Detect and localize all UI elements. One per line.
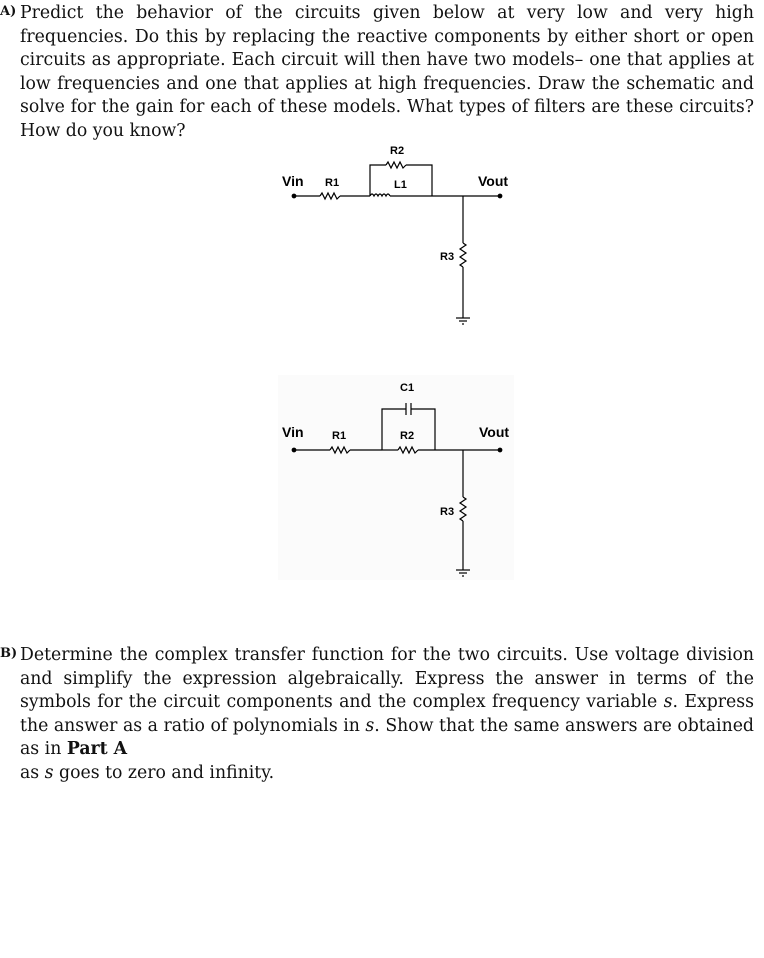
c1-r2-label: R2	[390, 145, 405, 157]
part-b-text-3: . Show that the same answers are obtained as in	[20, 715, 754, 760]
part-b-text-4: as	[20, 762, 45, 783]
c1-l1-label: L1	[394, 179, 407, 191]
part-a-paragraph	[0, 2, 754, 144]
part-a-text: Predict the behavior of the circuits given below at very low and very high frequencies. Do this by replacing the reactive components by either short or open circuits as appropriate. Each circuit will then have two models– one that applies at low frequencies and one that applies at high frequencies. Draw the schematic and solve for the gain for each of these models. What types of filters are these circuits? How do you know?	[20, 3, 754, 141]
circuit-2-schematic	[270, 375, 520, 585]
s-variable: s	[365, 715, 375, 736]
c2-r2-label: R2	[400, 430, 415, 442]
part-a-reference: Part A	[66, 739, 128, 760]
r1-resistor	[320, 193, 340, 199]
part-b-text-5: goes to zero and infinity.	[53, 762, 275, 783]
c1-vin-label: Vin	[282, 173, 304, 189]
c1-r1-label: R1	[325, 177, 340, 189]
c2-vout-label: Vout	[479, 424, 510, 440]
part-b-text-2: . Express the answer as a ratio of polynomials in	[20, 692, 754, 736]
part-b-text-1: Determine the complex transfer function for the two circuits. Use voltage division and simplify the expression algebraically. Express the answer in terms of the symbols for the circuit components and the complex frequency variable	[20, 645, 754, 713]
vout-terminal	[498, 448, 502, 452]
c1-vout-label: Vout	[478, 173, 509, 189]
c1-r3-label: R3	[440, 251, 455, 263]
part-a-label: A)	[0, 4, 17, 19]
c2-r1-label: R1	[332, 430, 347, 442]
vout-terminal	[498, 194, 502, 198]
s-variable: s	[663, 692, 673, 713]
s-variable: s	[44, 762, 54, 783]
part-b-label: B)	[0, 646, 18, 661]
circuit-1-schematic	[270, 138, 520, 338]
part-b-paragraph	[0, 644, 754, 786]
r3-resistor	[460, 243, 466, 267]
c2-c1-label: C1	[400, 382, 415, 394]
c2-vin-label: Vin	[282, 424, 304, 440]
r2-resistor	[386, 162, 406, 168]
l1-inductor	[370, 194, 390, 196]
c2-r3-label: R3	[440, 506, 455, 518]
